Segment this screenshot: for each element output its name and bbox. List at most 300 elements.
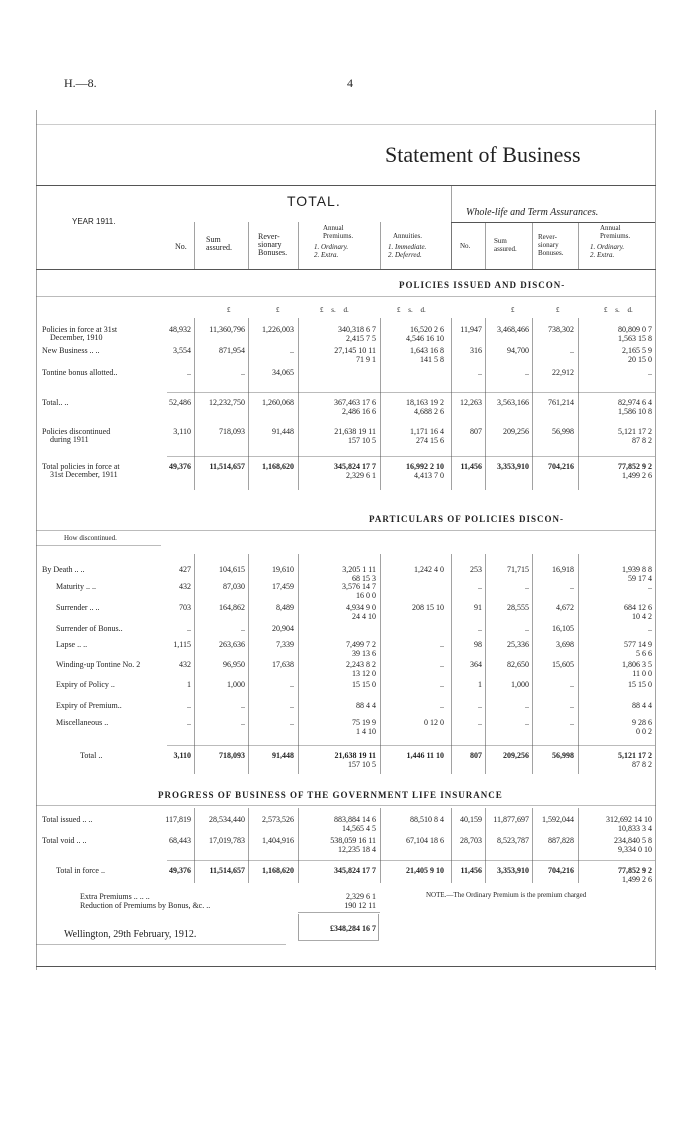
cell-premium: 71 9 1 xyxy=(356,355,376,364)
footer-place-date: Wellington, 29th February, 1912. xyxy=(64,929,197,940)
data-col-rule xyxy=(248,554,249,774)
unit-pound: £ xyxy=(556,306,560,314)
cell-annuity: 274 15 6 xyxy=(416,436,444,445)
cell-premium: 345,824 17 7 xyxy=(334,462,376,471)
row-label: Total in force .. xyxy=(56,866,105,875)
section-particulars-heading: PARTICULARS OF POLICIES DISCON- xyxy=(369,514,564,524)
cell-rev2: .. xyxy=(570,680,574,689)
extra-premiums-label: Extra Premiums .. .. .. xyxy=(80,892,150,901)
cell-premium: 538,059 16 11 xyxy=(330,836,376,845)
cell-annuity: 1,446 11 10 xyxy=(406,751,444,760)
data-col-rule xyxy=(451,554,452,774)
cell-no: 52,486 xyxy=(169,398,191,407)
data-col-rule xyxy=(298,554,299,774)
cell-sum2: 28,555 xyxy=(507,603,529,612)
cell-premium2: 234,840 5 8 xyxy=(614,836,652,845)
cell-premium2: 1,586 10 8 xyxy=(618,407,652,416)
cell-no: 3,110 xyxy=(173,427,191,436)
cell-rev: 1,168,620 xyxy=(262,866,294,875)
cell-premium: 12,235 18 4 xyxy=(338,845,376,854)
data-col-rule xyxy=(485,318,486,490)
col-rev-header: sionary xyxy=(258,240,282,249)
row-label: New Business .. .. xyxy=(42,346,100,355)
note-text: NOTE.—The Ordinary Premium is the premium charged xyxy=(426,891,587,899)
cell-premium: 15 15 0 xyxy=(352,680,376,689)
cell-rev: 91,448 xyxy=(272,427,294,436)
col-sum2-header: Sum xyxy=(494,237,507,245)
cell-no2: 253 xyxy=(470,565,482,574)
col-ann-header: Annuities. xyxy=(393,232,422,240)
reduction-label: Reduction of Premiums by Bonus, &c. .. xyxy=(80,901,211,910)
total-heading: TOTAL. xyxy=(287,193,341,209)
cell-premium: 21,638 19 11 xyxy=(334,751,376,760)
cell-no2: 1 xyxy=(478,680,482,689)
col-sum2-header: assured. xyxy=(494,245,517,253)
row-label: Lapse .. .. xyxy=(56,640,88,649)
cell-rev: .. xyxy=(290,346,294,355)
cell-premium2: .. xyxy=(648,368,652,377)
cell-rev: 20,904 xyxy=(272,624,294,633)
cell-no: 49,376 xyxy=(169,866,191,875)
col-sum-header: assured. xyxy=(206,243,232,252)
page-title: Statement of Business xyxy=(385,142,581,167)
cell-sum2: .. xyxy=(525,582,529,591)
cell-sum: 263,636 xyxy=(219,640,245,649)
cell-sum2: 71,715 xyxy=(507,565,529,574)
cell-premium2: 10,833 3 4 xyxy=(618,824,652,833)
row-label: Total.. .. xyxy=(42,398,69,407)
unit-psd: £ s. d. xyxy=(320,306,349,314)
cell-rev2: .. xyxy=(570,718,574,727)
cell-rev: .. xyxy=(290,680,294,689)
col-rev2-header: Bonuses. xyxy=(538,249,564,257)
unit-psd: £ s. d. xyxy=(604,306,633,314)
data-col-rule xyxy=(578,554,579,774)
col-ann-sub: 2. Deferred. xyxy=(388,251,422,259)
how-discontinued-label: How discontinued. xyxy=(64,534,117,542)
data-col-rule xyxy=(194,318,195,490)
cell-no2: .. xyxy=(478,368,482,377)
cell-no2: 11,456 xyxy=(460,462,482,471)
cell-premium2: 1,939 8 8 xyxy=(622,565,652,574)
cell-no2: 316 xyxy=(470,346,482,355)
cell-annuity: 21,405 9 10 xyxy=(406,866,444,875)
cell-premium2: 1,806 3 5 xyxy=(622,660,652,669)
cell-no: .. xyxy=(187,368,191,377)
cell-premium: 13 12 0 xyxy=(352,669,376,678)
cell-no: .. xyxy=(187,701,191,710)
cell-rev: 34,065 xyxy=(272,368,294,377)
cell-rev2: 4,672 xyxy=(556,603,574,612)
cell-annuity: 1,242 4 0 xyxy=(414,565,444,574)
row-label: Tontine bonus allotted.. xyxy=(42,368,118,377)
top-rule xyxy=(36,185,656,186)
cell-premium2: .. xyxy=(648,624,652,633)
row-label: By Death .. .. xyxy=(42,565,85,574)
cell-sum2: 11,877,697 xyxy=(493,815,529,824)
cell-annuity: 4,688 2 6 xyxy=(414,407,444,416)
row-label: Surrender of Bonus.. xyxy=(56,624,123,633)
footer-grand-total: £348,284 16 7 xyxy=(330,924,376,933)
cell-premium: 27,145 10 11 xyxy=(334,346,376,355)
row-label: Miscellaneous .. xyxy=(56,718,109,727)
cell-rev2: 16,918 xyxy=(552,565,574,574)
cell-sum: .. xyxy=(241,718,245,727)
cell-no: 703 xyxy=(179,603,191,612)
section3-rule xyxy=(36,805,656,806)
cell-rev: 91,448 xyxy=(272,751,294,760)
cell-no: 3,554 xyxy=(173,346,191,355)
row-label: Total policies in force at xyxy=(42,462,120,471)
cell-rev2: 738,302 xyxy=(548,325,574,334)
cell-premium: 88 4 4 xyxy=(356,701,376,710)
cell-premium2: 15 15 0 xyxy=(628,680,652,689)
header-col-rule xyxy=(485,222,486,269)
unit-pound: £ xyxy=(276,306,280,314)
cell-rev2: .. xyxy=(570,346,574,355)
cell-rev: 2,573,526 xyxy=(262,815,294,824)
cell-premium: 21,638 19 11 xyxy=(334,427,376,436)
data-col-rule xyxy=(485,554,486,774)
cell-premium: 39 13 6 xyxy=(352,649,376,658)
col-prem-header: Annual xyxy=(323,224,344,232)
cell-sum: .. xyxy=(241,701,245,710)
data-col-rule xyxy=(485,808,486,883)
cell-no: 48,932 xyxy=(169,325,191,334)
cell-no: .. xyxy=(187,624,191,633)
cell-no2: .. xyxy=(478,701,482,710)
cell-rev: 7,339 xyxy=(276,640,294,649)
cell-no: 1,115 xyxy=(173,640,191,649)
cell-premium: 157 10 5 xyxy=(348,760,376,769)
data-col-rule xyxy=(532,318,533,490)
cell-premium2: 77,852 9 2 xyxy=(618,462,652,471)
cell-no2: 12,263 xyxy=(460,398,482,407)
reduction-value: 190 12 11 xyxy=(344,901,376,910)
cell-no2: 91 xyxy=(474,603,482,612)
cell-rev: 17,459 xyxy=(272,582,294,591)
header-bottom-rule xyxy=(36,269,656,270)
row-label: Policies in force at 31st xyxy=(42,325,118,334)
cell-premium: 14,565 4 5 xyxy=(342,824,376,833)
cell-no: 432 xyxy=(179,582,191,591)
cell-annuity: 4,413 7 0 xyxy=(414,471,444,480)
total-rule xyxy=(167,456,655,457)
row-label: Total .. xyxy=(80,751,103,760)
cell-no2: 98 xyxy=(474,640,482,649)
page-number: 4 xyxy=(347,76,353,90)
cell-rev2: 704,216 xyxy=(548,866,574,875)
cell-sum2: 25,336 xyxy=(507,640,529,649)
cell-annuity: 67,104 18 6 xyxy=(406,836,444,845)
cell-sum: .. xyxy=(241,624,245,633)
cell-sum: 11,514,657 xyxy=(209,866,245,875)
section1-rule xyxy=(36,296,656,297)
header-col-rule xyxy=(248,222,249,269)
footer-box-right xyxy=(378,914,379,940)
cell-no2: .. xyxy=(478,582,482,591)
cell-rev2: 1,592,044 xyxy=(542,815,574,824)
cell-premium2: 10 4 2 xyxy=(632,612,652,621)
how-disc-rule xyxy=(36,545,161,546)
page-ref: H.—8. xyxy=(64,76,97,90)
cell-sum: 718,093 xyxy=(219,751,245,760)
cell-sum: 17,019,783 xyxy=(209,836,245,845)
cell-sum2: .. xyxy=(525,701,529,710)
cell-premium: 2,415 7 5 xyxy=(346,334,376,343)
cell-rev: 1,260,068 xyxy=(262,398,294,407)
header-col-rule xyxy=(194,222,195,269)
cell-premium2: 5,121 17 2 xyxy=(618,427,652,436)
cell-premium: 16 0 0 xyxy=(356,591,376,600)
col-sum-header: Sum xyxy=(206,235,221,244)
cell-annuity: 141 5 8 xyxy=(420,355,444,364)
cell-sum2: 8,523,787 xyxy=(497,836,529,845)
cell-premium: 7,499 7 2 xyxy=(346,640,376,649)
cell-no: .. xyxy=(187,718,191,727)
cell-rev2: .. xyxy=(570,701,574,710)
cell-rev2: .. xyxy=(570,582,574,591)
cell-sum2: .. xyxy=(525,624,529,633)
cell-premium2: 0 0 2 xyxy=(636,727,652,736)
cell-annuity: .. xyxy=(440,640,444,649)
data-col-rule xyxy=(380,554,381,774)
cell-no2: 807 xyxy=(470,751,482,760)
cell-annuity: 1,643 16 8 xyxy=(410,346,444,355)
data-col-rule xyxy=(578,808,579,883)
cell-premium: 3,205 1 11 xyxy=(342,565,376,574)
col-prem2-header: Annual xyxy=(600,224,621,232)
cell-premium: 340,318 6 7 xyxy=(338,325,376,334)
total2-rule xyxy=(167,745,655,746)
right-border xyxy=(655,110,656,970)
header-col-rule xyxy=(298,222,299,269)
col-no-header: No. xyxy=(175,242,187,251)
cell-premium2: 684 12 6 xyxy=(624,603,652,612)
data-col-rule xyxy=(248,318,249,490)
data-col-rule xyxy=(380,318,381,490)
data-col-rule xyxy=(451,318,452,490)
cell-premium: 3,576 14 7 xyxy=(342,582,376,591)
unit-pound: £ xyxy=(227,306,231,314)
cell-premium: 2,329 6 1 xyxy=(346,471,376,480)
cell-sum: 164,862 xyxy=(219,603,245,612)
section2-rule xyxy=(36,530,656,531)
row-label: Total issued .. .. xyxy=(42,815,93,824)
cell-premium2: 9,334 0 10 xyxy=(618,845,652,854)
col-ann-sub: 1. Immediate. xyxy=(388,243,427,251)
cell-sum2: 3,563,166 xyxy=(497,398,529,407)
cell-premium2: 9 28 6 xyxy=(632,718,652,727)
header-col-rule xyxy=(451,222,452,269)
cell-no: 427 xyxy=(179,565,191,574)
cell-premium: 345,824 17 7 xyxy=(334,866,376,875)
cell-premium2: 11 0 0 xyxy=(632,669,652,678)
cell-premium: 2,243 8 2 xyxy=(346,660,376,669)
data-col-rule xyxy=(194,554,195,774)
cell-premium: 24 4 10 xyxy=(352,612,376,621)
cell-no2: .. xyxy=(478,718,482,727)
left-border xyxy=(36,110,37,970)
cell-annuity: 0 12 0 xyxy=(424,718,444,727)
data-col-rule xyxy=(451,808,452,883)
cell-no: 49,376 xyxy=(169,462,191,471)
cell-no2: 11,947 xyxy=(460,325,482,334)
cell-premium2: 80,809 0 7 xyxy=(618,325,652,334)
cell-sum2: .. xyxy=(525,368,529,377)
cell-premium2: 1,499 2 6 xyxy=(622,875,652,884)
whole-life-heading: Whole-life and Term Assurances. xyxy=(466,207,599,218)
cell-rev: .. xyxy=(290,701,294,710)
cell-premium2: 82,974 6 4 xyxy=(618,398,652,407)
cell-sum2: 3,353,910 xyxy=(497,462,529,471)
cell-annuity: 4,546 16 10 xyxy=(406,334,444,343)
cell-annuity: .. xyxy=(440,680,444,689)
data-col-rule xyxy=(194,808,195,883)
cell-premium2: 5 6 6 xyxy=(636,649,652,658)
cell-premium2: 5,121 17 2 xyxy=(618,751,652,760)
data-col-rule xyxy=(298,808,299,883)
col-prem-sub: 1. Ordinary. xyxy=(314,243,349,251)
cell-sum: 96,950 xyxy=(223,660,245,669)
cell-premium: 883,884 14 6 xyxy=(334,815,376,824)
cell-sum2: .. xyxy=(525,718,529,727)
cell-premium: 2,486 16 6 xyxy=(342,407,376,416)
page-top-rule xyxy=(36,124,656,125)
cell-no2: 807 xyxy=(470,427,482,436)
header-col-rule xyxy=(380,222,381,269)
col-rev-header: Bonuses. xyxy=(258,248,288,257)
cell-rev: 17,638 xyxy=(272,660,294,669)
cell-sum: 28,534,440 xyxy=(209,815,245,824)
total3-rule xyxy=(167,860,655,861)
cell-no2: 364 xyxy=(470,660,482,669)
unit-psd: £ s. d. xyxy=(397,306,426,314)
cell-premium: 68 15 3 xyxy=(352,574,376,583)
footer-box-left xyxy=(298,914,299,940)
cell-premium: 75 19 9 xyxy=(352,718,376,727)
cell-sum: 12,232,750 xyxy=(209,398,245,407)
data-col-rule xyxy=(380,808,381,883)
cell-premium2: 577 14 9 xyxy=(624,640,652,649)
header-col-rule xyxy=(578,222,579,269)
cell-premium2: 20 15 0 xyxy=(628,355,652,364)
cell-premium2: 87 8 2 xyxy=(632,760,652,769)
cell-sum: 11,360,796 xyxy=(209,325,245,334)
cell-rev2: 56,998 xyxy=(552,427,574,436)
data-col-rule xyxy=(298,318,299,490)
section-progress-heading: PROGRESS OF BUSINESS OF THE GOVERNMENT LIFE INSURANCE xyxy=(158,790,503,800)
col-prem2-sub: 2. Extra. xyxy=(590,251,615,259)
bottom-rule xyxy=(36,966,656,967)
header-col-rule xyxy=(532,222,533,269)
cell-sum: 871,954 xyxy=(219,346,245,355)
cell-rev: 19,610 xyxy=(272,565,294,574)
cell-premium: 157 10 5 xyxy=(348,436,376,445)
row-label: Expiry of Premium.. xyxy=(56,701,122,710)
row-label: during 1911 xyxy=(50,435,89,444)
cell-annuity: .. xyxy=(440,701,444,710)
cell-rev: .. xyxy=(290,718,294,727)
row-label: Expiry of Policy .. xyxy=(56,680,115,689)
cell-sum: 87,030 xyxy=(223,582,245,591)
cell-rev2: 887,828 xyxy=(548,836,574,845)
cell-premium2: 87 8 2 xyxy=(632,436,652,445)
cell-no: 1 xyxy=(187,680,191,689)
cell-no: 68,443 xyxy=(169,836,191,845)
cell-annuity: 18,163 19 2 xyxy=(406,398,444,407)
subtotal-rule xyxy=(167,392,655,393)
unit-pound: £ xyxy=(511,306,515,314)
cell-rev2: 761,214 xyxy=(548,398,574,407)
col-no2-header: No. xyxy=(460,242,471,250)
col-prem-header: Premiums. xyxy=(323,232,354,240)
col-rev2-header: Rever- xyxy=(538,233,557,241)
col-prem2-sub: 1. Ordinary. xyxy=(590,243,625,251)
cell-no2: .. xyxy=(478,624,482,633)
section-issued-heading: POLICIES ISSUED AND DISCON- xyxy=(399,280,566,290)
cell-premium: 367,463 17 6 xyxy=(334,398,376,407)
cell-sum2: 209,256 xyxy=(503,751,529,760)
row-label: Surrender .. .. xyxy=(56,603,100,612)
cell-sum: 104,615 xyxy=(219,565,245,574)
cell-premium2: 59 17 4 xyxy=(628,574,652,583)
cell-rev2: 22,912 xyxy=(552,368,574,377)
footer-total-rule xyxy=(298,912,380,913)
cell-sum2: 1,000 xyxy=(511,680,529,689)
cell-no: 432 xyxy=(179,660,191,669)
cell-premium: 1 4 10 xyxy=(356,727,376,736)
cell-sum: 718,093 xyxy=(219,427,245,436)
cell-sum: 1,000 xyxy=(227,680,245,689)
footer-box-bottom xyxy=(298,940,379,941)
cell-sum: .. xyxy=(241,368,245,377)
cell-premium2: .. xyxy=(648,582,652,591)
footer-underline xyxy=(36,944,286,945)
cell-no2: 40,159 xyxy=(460,815,482,824)
data-col-rule xyxy=(578,318,579,490)
cell-premium2: 1,499 2 6 xyxy=(622,471,652,480)
cell-annuity: .. xyxy=(440,660,444,669)
cell-rev2: 15,605 xyxy=(552,660,574,669)
cell-rev: 1,168,620 xyxy=(262,462,294,471)
cell-premium2: 77,852 9 2 xyxy=(618,866,652,875)
whole-life-underline xyxy=(451,222,655,223)
cell-rev: 1,226,003 xyxy=(262,325,294,334)
cell-premium: 4,934 9 0 xyxy=(346,603,376,612)
col-rev-header: Rever- xyxy=(258,232,280,241)
row-label: Winding-up Tontine No. 2 xyxy=(56,660,141,669)
data-col-rule xyxy=(532,554,533,774)
cell-sum2: 3,353,910 xyxy=(497,866,529,875)
cell-sum2: 3,468,466 xyxy=(497,325,529,334)
cell-premium2: 312,692 14 10 xyxy=(606,815,652,824)
cell-sum2: 82,650 xyxy=(507,660,529,669)
cell-sum2: 94,700 xyxy=(507,346,529,355)
cell-rev2: 56,998 xyxy=(552,751,574,760)
data-col-rule xyxy=(532,808,533,883)
cell-rev: 8,489 xyxy=(276,603,294,612)
col-prem-sub: 2. Extra. xyxy=(314,251,339,259)
cell-annuity: 16,992 2 10 xyxy=(406,462,444,471)
cell-annuity: 88,510 8 4 xyxy=(410,815,444,824)
cell-rev: 1,404,916 xyxy=(262,836,294,845)
cell-no2: 28,703 xyxy=(460,836,482,845)
row-label: Total void .. .. xyxy=(42,836,87,845)
cell-premium2: 1,563 15 8 xyxy=(618,334,652,343)
cell-premium2: 2,165 5 9 xyxy=(622,346,652,355)
col-prem2-header: Premiums. xyxy=(600,232,631,240)
